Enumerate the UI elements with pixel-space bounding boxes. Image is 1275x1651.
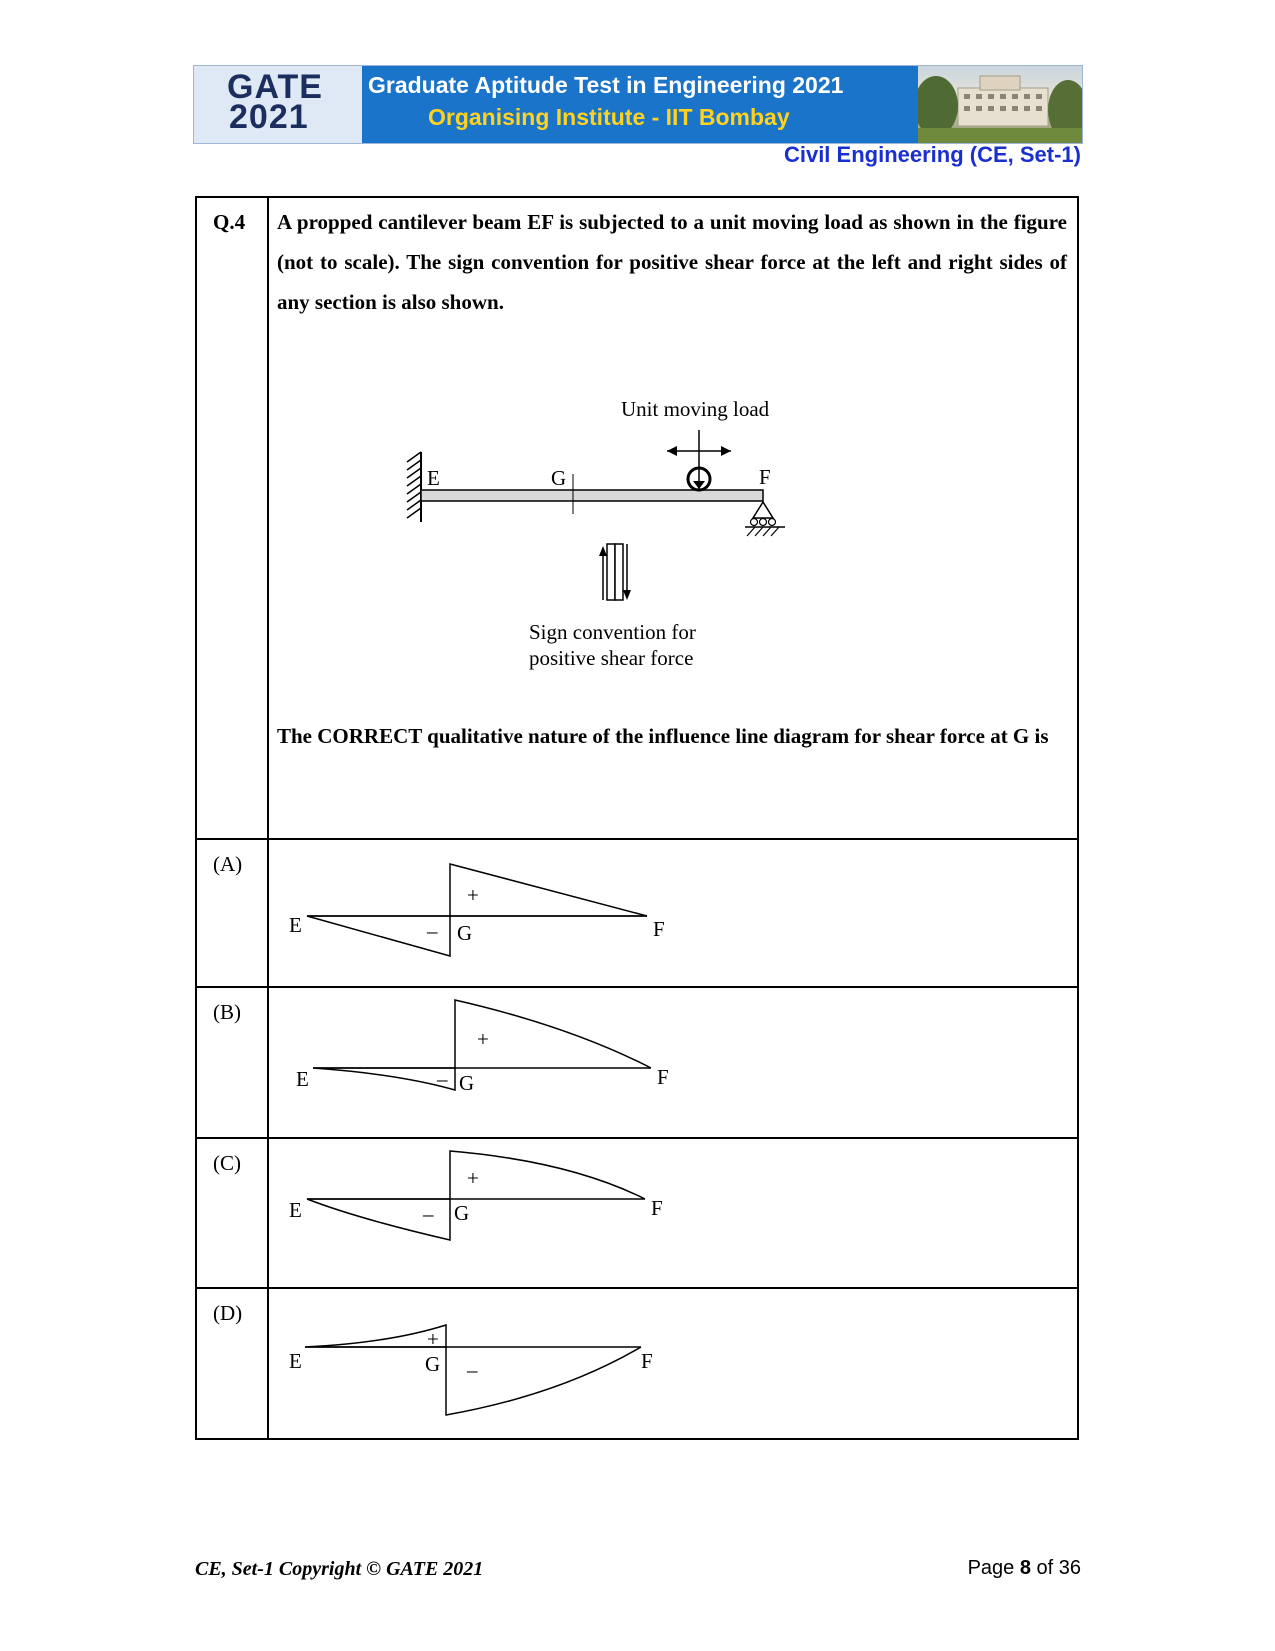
label-g: G: [425, 1352, 441, 1376]
shear-element-right: [615, 544, 623, 600]
option-a-diagram: [269, 840, 1079, 986]
question-number: Q.4: [213, 210, 246, 234]
travel-arrowhead-left: [667, 446, 677, 456]
fixed-support-hatch: [407, 452, 421, 518]
label-g: G: [457, 921, 473, 945]
option-b-row[interactable]: [195, 986, 1079, 1139]
minus-sign: –: [427, 919, 438, 943]
option-c-diagram: [269, 1139, 1079, 1287]
option-c-label: (C): [213, 1151, 241, 1175]
question-prompt: The CORRECT qualitative nature of the influence line diagram for shear force at G is: [277, 724, 1049, 748]
beam-label-e: E: [427, 466, 440, 490]
option-d-diagram: [269, 1289, 1079, 1438]
plus-sign: +: [467, 1166, 479, 1190]
travel-arrowhead-right: [721, 446, 731, 456]
plus-sign: +: [427, 1327, 439, 1351]
roller-support: [753, 502, 773, 518]
negative-region: [313, 1068, 455, 1090]
gate-logo: [194, 66, 362, 143]
option-a-row[interactable]: [195, 838, 1079, 988]
subject-title: Civil Engineering (CE, Set-1): [783, 142, 1081, 167]
minus-sign: –: [437, 1067, 448, 1091]
label-g: G: [459, 1071, 475, 1095]
positive-region: [450, 864, 647, 916]
beam-label-f: F: [759, 465, 771, 489]
label-e: E: [289, 913, 302, 937]
minus-sign: –: [467, 1358, 478, 1382]
label-f: F: [641, 1349, 653, 1373]
question-number-cell: [197, 198, 269, 838]
convention-label-line1: Sign convention for: [529, 620, 696, 644]
load-label: Unit moving load: [621, 397, 770, 421]
shear-arrow-down: [623, 590, 631, 600]
beam-label-g: G: [551, 466, 567, 490]
convention-label-line2: positive shear force: [529, 646, 694, 670]
footer-copyright: CE, Set-1 Copyright © GATE 2021: [195, 1558, 484, 1580]
label-e: E: [289, 1198, 302, 1222]
positive-region: [305, 1325, 446, 1347]
header-title-box: [362, 66, 918, 143]
plus-sign: +: [477, 1027, 489, 1051]
page-current: 8: [1019, 1557, 1031, 1579]
option-d-label: (D): [213, 1301, 243, 1325]
building-image: [918, 66, 1082, 143]
option-b-label: (B): [213, 1000, 241, 1024]
option-b-label-cell: [197, 988, 269, 1137]
question-stem: A propped cantilever beam EF is subjected to a unit moving load as shown in the figure (not to scale). The sign convention for positive shear force at the left and right sides of any section is also shown.: [277, 210, 1067, 314]
option-d-row[interactable]: [195, 1287, 1079, 1440]
label-f: F: [653, 917, 665, 941]
page-number: [900, 1557, 1081, 1580]
logo-text-year: 2021: [229, 98, 309, 136]
plus-sign: +: [467, 883, 479, 907]
page-total: of 36: [1030, 1557, 1081, 1579]
question-row: [195, 196, 1079, 840]
shear-element-left: [607, 544, 615, 600]
label-g: G: [454, 1201, 470, 1225]
label-f: F: [651, 1196, 663, 1220]
header-organiser: Organising Institute - IIT Bombay: [428, 104, 790, 130]
option-a-label-cell: [197, 840, 269, 986]
label-e: E: [296, 1067, 309, 1091]
option-b-diagram: [269, 988, 1079, 1137]
shear-arrow-up: [599, 546, 607, 556]
label-f: F: [657, 1065, 669, 1089]
option-c-row[interactable]: [195, 1137, 1079, 1289]
beam-figure: [269, 378, 1079, 698]
beam-ef: [421, 490, 763, 501]
header-banner: [193, 65, 1083, 144]
option-d-label-cell: [197, 1289, 269, 1438]
label-e: E: [289, 1349, 302, 1373]
page-prefix: Page: [967, 1557, 1020, 1579]
positive-region: [450, 1151, 645, 1199]
option-a-label: (A): [213, 852, 243, 876]
institute-photo: [918, 66, 1082, 143]
minus-sign: –: [423, 1202, 434, 1226]
option-c-label-cell: [197, 1139, 269, 1287]
logo-text-gate: GATE: [227, 68, 323, 106]
header-title: Graduate Aptitude Test in Engineering 2021: [368, 72, 844, 98]
